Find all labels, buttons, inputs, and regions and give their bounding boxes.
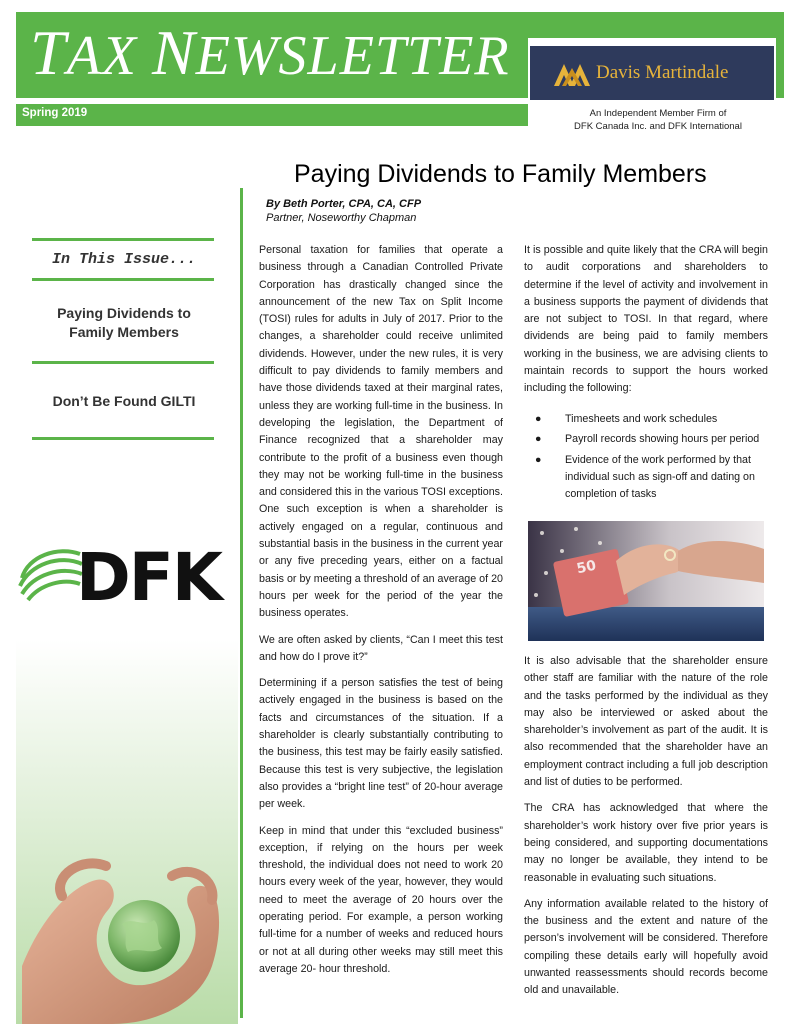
paragraph: Keep in mind that under this “excluded business” exception, if relying on the hours per week threshold, the individual does not need to work 20 hours every week of the year, however, they would need to meet the average of 20 hours over the operating period. For example, a person working full-time for a number of weeks and reduced hours or not at all during other weeks may still meet this average 20- hour threshold. — [259, 824, 503, 975]
dfk-globe-icon — [20, 551, 82, 600]
paragraph: We are often asked by clients, “Can I meet this test and how do I prove it?” — [259, 633, 503, 663]
column-divider — [240, 188, 243, 1018]
issue-date: Spring 2019 — [22, 107, 88, 119]
list-item: ● Evidence of the work performed by that individual such as sign-off and dating on completion of tasks — [535, 453, 755, 501]
bullet-icon: ● — [535, 413, 542, 425]
member-firm-line-1: An Independent Member Firm of — [589, 108, 727, 119]
sidebar-rule — [32, 437, 214, 440]
paragraph: Any information available related to the history of the business and the extent and nature of the person’s involvement will be considered. Therefore compiling these details early will hopefully avoid unwanted reassessments should records become old and unavailable. — [524, 897, 768, 997]
list-item: ● Payroll records showing hours per period — [524, 431, 772, 448]
bullet-icon: ● — [535, 453, 542, 466]
toc-item-paying-dividends[interactable]: Paying Dividends to Family Members — [57, 305, 191, 340]
svg-text:DFK: DFK — [76, 539, 222, 604]
newsletter-title: TAX NEWSLETTER — [30, 17, 510, 88]
in-this-issue-heading: In This Issue... — [51, 251, 197, 268]
article-column-2-top — [524, 242, 768, 407]
article-author: By Beth Porter, CPA, CA, CFP — [266, 198, 422, 210]
dfk-logo — [18, 538, 226, 604]
subheader-band — [16, 104, 528, 126]
article-column-1 — [259, 242, 503, 987]
sidebar-rule — [32, 361, 214, 364]
list-item: ● Timesheets and work schedules — [524, 411, 772, 428]
svg-text:50: 50 — [575, 557, 598, 578]
paragraph: Determining if a person satisfies the test of being actively engaged in the business is based on the facts and circumstances of the situation. If a shareholder is clearly substantially contributing to the business, this test may be fairly easily satisfied. Because this test is very subjective, the legislation also provides a “bright line test” of 20-hour average per week. — [259, 677, 503, 811]
firm-name: Davis Martindale — [596, 62, 729, 83]
sidebar-rule — [32, 278, 214, 281]
article-column-2-bottom — [524, 653, 768, 1009]
sidebar-rule — [32, 238, 214, 241]
records-bullet-list — [524, 411, 772, 506]
toc-item-gilti[interactable]: Don’t Be Found GILTI — [52, 393, 196, 409]
hands-globe-image — [22, 836, 222, 1024]
member-firm-line-2: DFK Canada Inc. and DFK International — [574, 121, 742, 132]
article-title: Paying Dividends to Family Members — [294, 160, 707, 188]
money-pocket-photo — [528, 521, 764, 641]
paragraph: The CRA has acknowledged that where the shareholder’s work history over five prior years is being considered, and supporting documentations may no longer be available, they intend to be reasonable in evaluating such situations. — [524, 802, 768, 884]
firm-logo-mark-icon — [552, 58, 594, 88]
paragraph: It is also advisable that the shareholder ensure other staff are familiar with the nature of the role and the tasks performed by the individual as they may also be interviewed or asked about the shareholder’s involvement as part of the audit. It is also recommended that the shareholder have an employment contract including a full job description and list of duties to be performed. — [524, 655, 768, 789]
paragraph: Personal taxation for families that operate a business through a Canadian Controlled Private Corporation has drastically changed since the announcement of the new Tax on Split Income (TOSI) rules for adults in July of 2017. Prior to the changes, a shareholder could receive unlimited dividends. However, under the new rules, it is very difficult to pay dividends to family members and have those dividends taxed at their marginal rates, unless they are working full-time in the business. In developing the legislation, the Department of Finance recognized that a shareholder may contribute to the profit of a business even though they may not be working full-time in the business and considered this in the various TOSI exceptions. One such exception is when a shareholder is actively engaged on a regular, continuous and substantial basis in the business in the current year or any five preceding years, either on a factual basis or by meeting a threshold of an average of 20 hours per week for the period of the year the business operates. — [259, 244, 503, 620]
paragraph: It is possible and quite likely that the CRA will begin to audit corporations and shareholders to determine if the level of activity and involvement in a business supports the payment of dividends that are not subject to TOSI. In that regard, where dividends are being paid to family members working in the business, we are advising clients to maintain records to support the hours worked including the following: — [524, 244, 768, 395]
article-author-role: Partner, Noseworthy Chapman — [266, 212, 417, 224]
bullet-icon: ● — [535, 433, 542, 446]
